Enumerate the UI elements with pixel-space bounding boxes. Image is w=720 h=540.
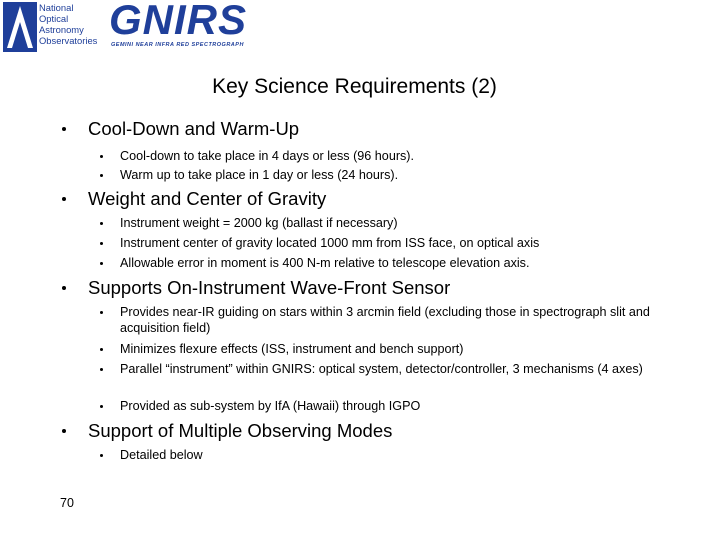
bullet-icon bbox=[100, 262, 103, 265]
bullet-icon bbox=[100, 405, 103, 408]
bullet-icon bbox=[62, 197, 66, 201]
noao-star-icon bbox=[3, 2, 37, 52]
noao-gnirs-logo bbox=[3, 0, 248, 52]
bullet-icon bbox=[100, 368, 103, 371]
page-number: 70 bbox=[60, 496, 74, 510]
bullet-icon bbox=[100, 222, 103, 225]
noao-wordmark: National Optical Astronomy Observatories bbox=[39, 2, 98, 46]
bullet-icon bbox=[100, 311, 103, 314]
gnirs-wordmark: GNIRS bbox=[109, 0, 248, 43]
bullet-icon bbox=[100, 174, 103, 177]
gnirs-subtitle: GEMINI NEAR INFRA RED SPECTROGRAPH bbox=[111, 42, 244, 48]
slide-title: Key Science Requirements (2) bbox=[212, 75, 497, 98]
bullet-icon bbox=[100, 348, 103, 351]
bullet-icon bbox=[62, 286, 66, 290]
bullet-icon bbox=[100, 454, 103, 457]
bullet-icon bbox=[62, 127, 66, 131]
bullet-icon bbox=[100, 155, 103, 158]
bullet-icon bbox=[62, 429, 66, 433]
bullet-icon bbox=[100, 242, 103, 245]
